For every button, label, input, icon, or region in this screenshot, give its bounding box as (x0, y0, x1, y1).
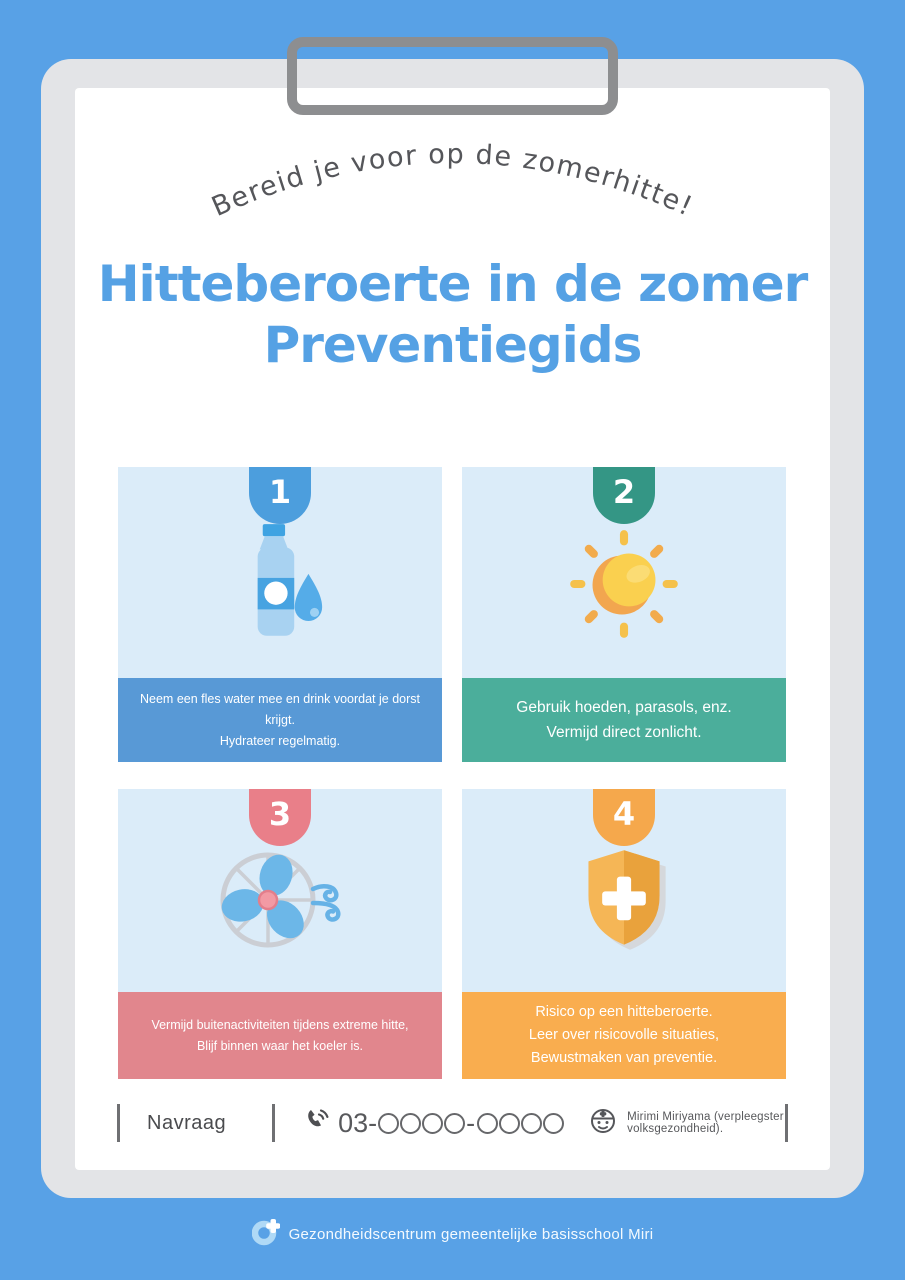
tip-caption (462, 678, 786, 762)
tip-card-risk-awareness (462, 789, 786, 1079)
phone-number: 03- - (338, 1108, 564, 1139)
divider (272, 1104, 275, 1142)
step-badge-1: 1 (249, 467, 311, 524)
tip-card-sun-protection (462, 467, 786, 762)
arc-headline (75, 118, 830, 263)
inquiry-label: Navraag (147, 1111, 227, 1134)
org-brand (0, 1218, 905, 1251)
step-badge-4: 4 (593, 789, 655, 846)
tip-card-icon-area (118, 789, 442, 992)
caption-line: Neem een fles water mee en drink voordat je dorst krijgt. (140, 691, 420, 727)
tip-caption (118, 992, 442, 1079)
shield-cross-icon (558, 836, 690, 968)
sun-icon (558, 518, 690, 650)
caption-line: Bewustmaken van preventie. (530, 1050, 718, 1066)
caption-line: Hydrateer regelmatig. (219, 733, 341, 748)
tip-card-stay-indoors (118, 789, 442, 1079)
tip-caption (118, 678, 442, 762)
page-title (75, 254, 830, 376)
fan-icon (210, 837, 350, 967)
tip-caption (462, 992, 786, 1079)
nurse-icon (588, 1105, 618, 1142)
water-bottle-icon (214, 518, 346, 650)
caption-line: Vermijd buitenactiviteiten tijdens extreme hitte, (151, 1017, 409, 1032)
caption-line: Risico op een hitteberoerte. (535, 1004, 713, 1020)
tips-grid (118, 467, 786, 1079)
step-badge-3: 3 (249, 789, 311, 846)
title-line-2: Preventiegids (263, 316, 642, 374)
contact-name: Mirimi Miriyama (verpleegster volksgezondheid). (627, 1111, 784, 1135)
contact-strip (117, 1102, 788, 1144)
caption-line: Gebruik hoeden, parasols, enz. (516, 699, 732, 716)
phone-block (301, 1108, 564, 1139)
tip-card-hydration (118, 467, 442, 762)
tip-card-icon-area (462, 789, 786, 992)
health-center-logo-icon (252, 1218, 280, 1251)
caption-line: Blijf binnen waar het koeler is. (196, 1038, 364, 1053)
svg-text:Bereid je voor op de zomerhitt (207, 139, 698, 223)
divider (785, 1104, 788, 1142)
title-line-1: Hitteberoerte in de zomer (97, 255, 808, 313)
step-badge-2: 2 (593, 467, 655, 524)
tip-card-icon-area (462, 467, 786, 678)
org-name: Gezondheidscentrum gemeentelijke basisschool Miri (288, 1226, 654, 1243)
caption-line: Leer over risicovolle situaties, (528, 1027, 720, 1043)
divider (117, 1104, 120, 1142)
arc-headline-text: Bereid je voor op de zomerhitte! (207, 138, 698, 223)
tip-card-icon-area (118, 467, 442, 678)
clipboard-clip (287, 37, 618, 115)
contact-person-block (588, 1105, 785, 1142)
caption-line: Vermijd direct zonlicht. (546, 724, 702, 741)
phone-icon (301, 1108, 331, 1138)
